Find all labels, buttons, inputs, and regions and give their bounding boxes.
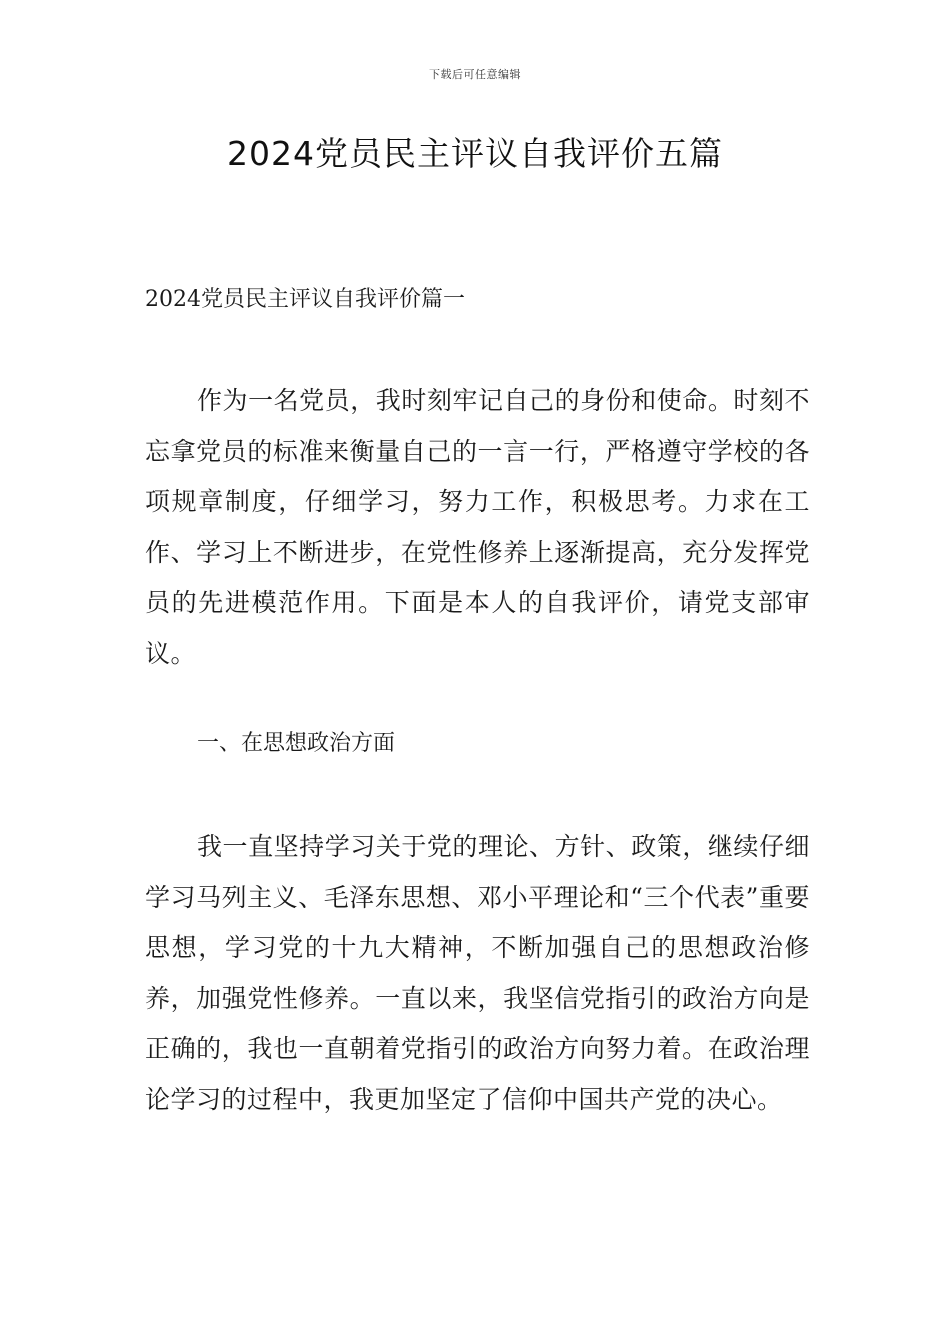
page-header-note: 下载后可任意编辑 bbox=[429, 68, 521, 81]
part-heading: 2024党员民主评议自我评价篇一 bbox=[145, 287, 465, 312]
document-title: 2024党员民主评议自我评价五篇 bbox=[227, 134, 723, 173]
body-paragraph-2: 我一直坚持学习关于党的理论、方针、政策，继续仔细学习马列主义、毛泽东思想、邓小平理论和“三个代表”重要思想，学习党的十九大精神，不断加强自己的思想政治修养，加强党性修养。一直以来，我坚信党指引的政治方向是正确的，我也一直朝着党指引的政治方向努力着。在政治理论学习的过程中，我更加坚定了信仰中国共产党的决心。 bbox=[145, 832, 810, 1114]
section-heading-political: 一、在思想政治方面 bbox=[197, 731, 396, 756]
body-paragraph-1: 作为一名党员，我时刻牢记自己的身份和使命。时刻不忘拿党员的标准来衡量自己的一言一行，严格遵守学校的各项规章制度，仔细学习，努力工作，积极思考。力求在工作、学习上不断进步，在党性修养上逐渐提高，充分发挥党员的先进模范作用。下面是本人的自我评价，请党支部审议。 bbox=[145, 386, 810, 668]
